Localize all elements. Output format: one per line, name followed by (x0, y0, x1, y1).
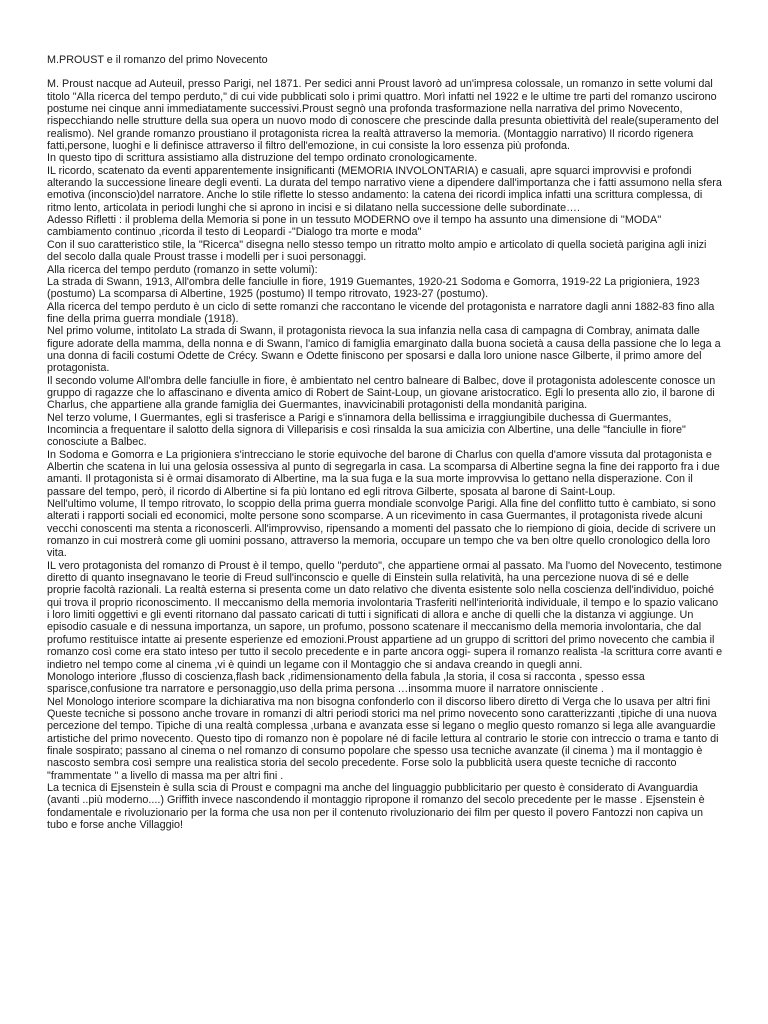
paragraph: Nel terzo volume, I Guermantes, egli si trasferisce a Parigi e s'innamora della bellissima e irraggiungibile duchessa di Guermantes, Incomincia a frequentare il salotto della signora di Villeparisis e così rinsalda la sua amicizia con Albertine, una delle "fanciulle in fiore" conosciute a Balbec. (47, 411, 686, 449)
paragraph: Con il suo caratteristico stile, la "Ricerca" disegna nello stesso tempo un ritratto molto ampio e articolato di quella società parigina agli inizi del secolo dalla quale Proust trasse i modelli per i suoi personaggi. (47, 238, 707, 264)
paragraph: Monologo interiore ,flusso di coscienza,flash back ,ridimensionamento della fabula ,la storia, il cosa si racconta , spesso essa sparisce,confusione tra narratore e personaggio,uso della prima persona …insomma muore il narratore onnisciente . (47, 670, 645, 696)
paragraph: La strada di Swann, 1913, All'ombra delle fanciulle in fiore, 1919 Guemantes, 1920-21 Sodoma e Gomorra, 1919-22 La prigioniera, 1923 (postumo) La scomparsa di Albertine, 1925 (postumo) Il tempo ritrovato, 1923-27 (postumo). (47, 275, 700, 301)
paragraph: Nel primo volume, intitolato La strada di Swann, il protagonista rievoca la sua infanzia nella casa di campagna di Combray, animata dalle figure adorate della mamma, della nonna e di Swann, l'amico di famiglia emarginato dalla buona società a causa della passione che lo lega a una donna di facili costumi Odette de Crécy. Swann e Odette finiscono per sposarsi e dalla loro unione nasce Gilberte, il primo amore del protagonista. (47, 325, 721, 375)
paragraph: Adesso Rifletti : il problema della Memoria si pone in un tessuto MODERNO ove il tempo ha assunto una dimensione di ''MODA'' cambiamento continuo ,ricorda il testo di Leopardi -"Dialogo tra morte e moda" (47, 214, 662, 239)
paragraph: Queste tecniche si possono anche trovare in romanzi di altri periodi storici ma nel primo novecento sono caratterizzanti ,tipiche di una nuova percezione del tempo. Tipiche di una realtà complessa ,urbana e avanzata esse si legano o meglio questo romanzo si lega alle avanguardie artistiche del primo novecento. Questo tipo di romanzo non è popolare né di facile lettura al contrario le storie con intreccio o trama e tanto di finale sospirato; passano al cinema o nel romanzo di consumo popolare che spesso usa tecniche avanzate (il cinema ) ma il montaggio è nascosto sembra così sempre una realistica storia del secolo precedente. Forse solo la pubblicità usera queste tecniche di racconto "frammentate " a livello di massa ma per altri fini . (47, 707, 719, 782)
paragraph: IL ricordo, scatenato da eventi apparentemente insignificanti (MEMORIA INVOLONTARIA) e casuali, apre squarci improvvisi e profondi alterando la successione lineare degli eventi. La durata del tempo narrativo viene a dipendere dall'importanza che i fatti assumono nella sfera emotiva (inconscio)del narratore. Anche lo stile riflette lo stesso andamento: la catena dei ricordi implica infatti una scrittura complessa, di ritmo lento, articolata in periodi lunghi che si aprono in incisi e si dilatano nella successione delle subordinate…. (47, 164, 722, 214)
paragraph: IL vero protagonista del romanzo di Proust è il tempo, quello "perduto", che appartiene ormai al passato. Ma l'uomo del Novecento, testimone diretto di quanto insegnavano le teorie di Freud sull'inconscio e quelle di Einstein sulla relatività, ha una percezione nuova di sé e delle proprie facoltà razionali. La realtà esterna si presenta come un dato relativo che diventa esistente solo nella coscienza dell'individuo, poiché qui trova il proprio riconoscimento. Il meccanismo della memoria involontaria Trasferiti nell'interiorità individuale, il tempo e lo spazio valicano i loro limiti oggettivi e gli eventi ritornano dal passato caricati di tutti i significati di allora e anche di quelli che la distanza vi aggiunge. Un episodio casuale e di nessuna importanza, un sapore, un profumo, possono scatenare il meccanismo della memoria involontaria, che dal profumo restituisce intatte ai presente esperienze ed emozioni.Proust appartiene ad un gruppo di scrittori del primo novecento che cambia il romanzo così come era stato inteso per tutto il secolo precedente e in parte ancora oggi- supera il romanzo realista -la scrittura corre avanti e indietro nel tempo come al cinema ,vi è quindi un legame con il Montaggio che si andava creando in quegli anni. (47, 559, 723, 671)
paragraph: Nell'ultimo volume, Il tempo ritrovato, lo scoppio della prima guerra mondiale sconvolge Parigi. Alla fine del conflitto tutto è cambiato, si sono alterati i rapporti sociali ed economici, molte persone sono scomparse. A un ricevimento in casa Guermantes, il protagonista rivede alcuni vecchi conoscenti ma stenta a riconoscerli. All'improvviso, ripensando a momenti del passato che lo riempiono di gioia, decide di scrivere un romanzo in cui mostrerà come gli uomini possano, attraverso la memoria, occupare un tempo che va ben oltre quello cronologico della loro vita. (47, 498, 716, 560)
paragraph: M. Proust nacque ad Auteuil, presso Parigi, nel 1871. Per sedici anni Proust lavorò ad un'impresa colossale, un romanzo in sette volumi dal titolo "Alla ricerca del tempo perduto," di cui vide pubblicati solo i primi quattro. Morì infatti nel 1922 e le ultime tre parti del romanzo uscirono postume nei cinque anni immediatamente successivi.Proust segnò una profonda trasformazione nella narrativa del primo Novecento, rispecchiando nelle strutture della sua opera un nuovo modo di conoscere che prescinde dalla presunta obiettività del reale(superamento del realismo). Nel grande romanzo proustiano il protagonista ricrea la realtà attraverso la memoria. (Montaggio narrativo) Il ricordo rigenera fatti,persone, luoghi e li definisce attraverso il filtro dell'emozione, in cui consiste la loro essenza più profonda. (47, 78, 719, 153)
paragraph: Nel Monologo interiore scompare la dichiarativa ma non bisogna confonderlo con il discorso libero diretto di Verga che lo usava per altri fini (47, 695, 711, 708)
paragraph: Alla ricerca del tempo perduto (romanzo in sette volumi): (47, 263, 318, 276)
paragraph: La tecnica di Ejsenstein è sulla scia di Proust e compagni ma anche del linguaggio pubblicitario per questo è considerato di Avanguardia (avanti ..più moderno....) Griffith invece nascondendo il montaggio ripropone il romanzo del secolo precedente per le masse . Ejsenstein è fondamentale e rivoluzionario per la forma che usa non per il contenuto rivoluzionario dei film per questo il povero Fantozzi non capiva un tubo e forse anche Villaggio! (47, 781, 705, 831)
paragraph: In Sodoma e Gomorra e La prigioniera s'intrecciano le storie equivoche del barone di Charlus con quella d'amore vissuta dal protagonista e Albertin che scatena in lui una gelosia ossessiva al punto di segregarla in casa. La scomparsa di Albertine segna la fine dei rapporto fra i due amanti. Il protagonista si è ormai disamorato di Albertine, ma la sua fuga e la sua morte improvvisa lo gettano nella disperazione. Con il passare del tempo, però, il ricordo di Albertine si fa più lontano ed egli ritrova Gilberte, sposata al barone di Saint-Loup. (47, 448, 720, 498)
document-page (47, 54, 723, 831)
paragraph: In questo tipo di scrittura assistiamo alla distruzione del tempo ordinato cronologicamente. (47, 152, 478, 165)
paragraph: Alla ricerca del tempo perduto è un ciclo di sette romanzi che raccontano le vicende del protagonista e narratore dagli anni 1882-83 fino alla fine della prima guerra mondiale (1918). (47, 300, 715, 325)
paragraph: Il secondo volume All'ombra delle fanciulle in fiore, è ambientato nel centro balneare di Balbec, dove il protagonista adolescente conosce un gruppo di ragazze che lo affascinano e diventa amico di Robert de Saint-Loup, un giovane aristocratico. Egli lo presenta allo zio, il barone di Charlus, che appartiene alla grande famiglia dei Guermantes, inavvicinabili protagonisti della mondanità parigina. (47, 374, 716, 412)
document-title: M.PROUST e il romanzo del primo Novecento (47, 54, 268, 66)
